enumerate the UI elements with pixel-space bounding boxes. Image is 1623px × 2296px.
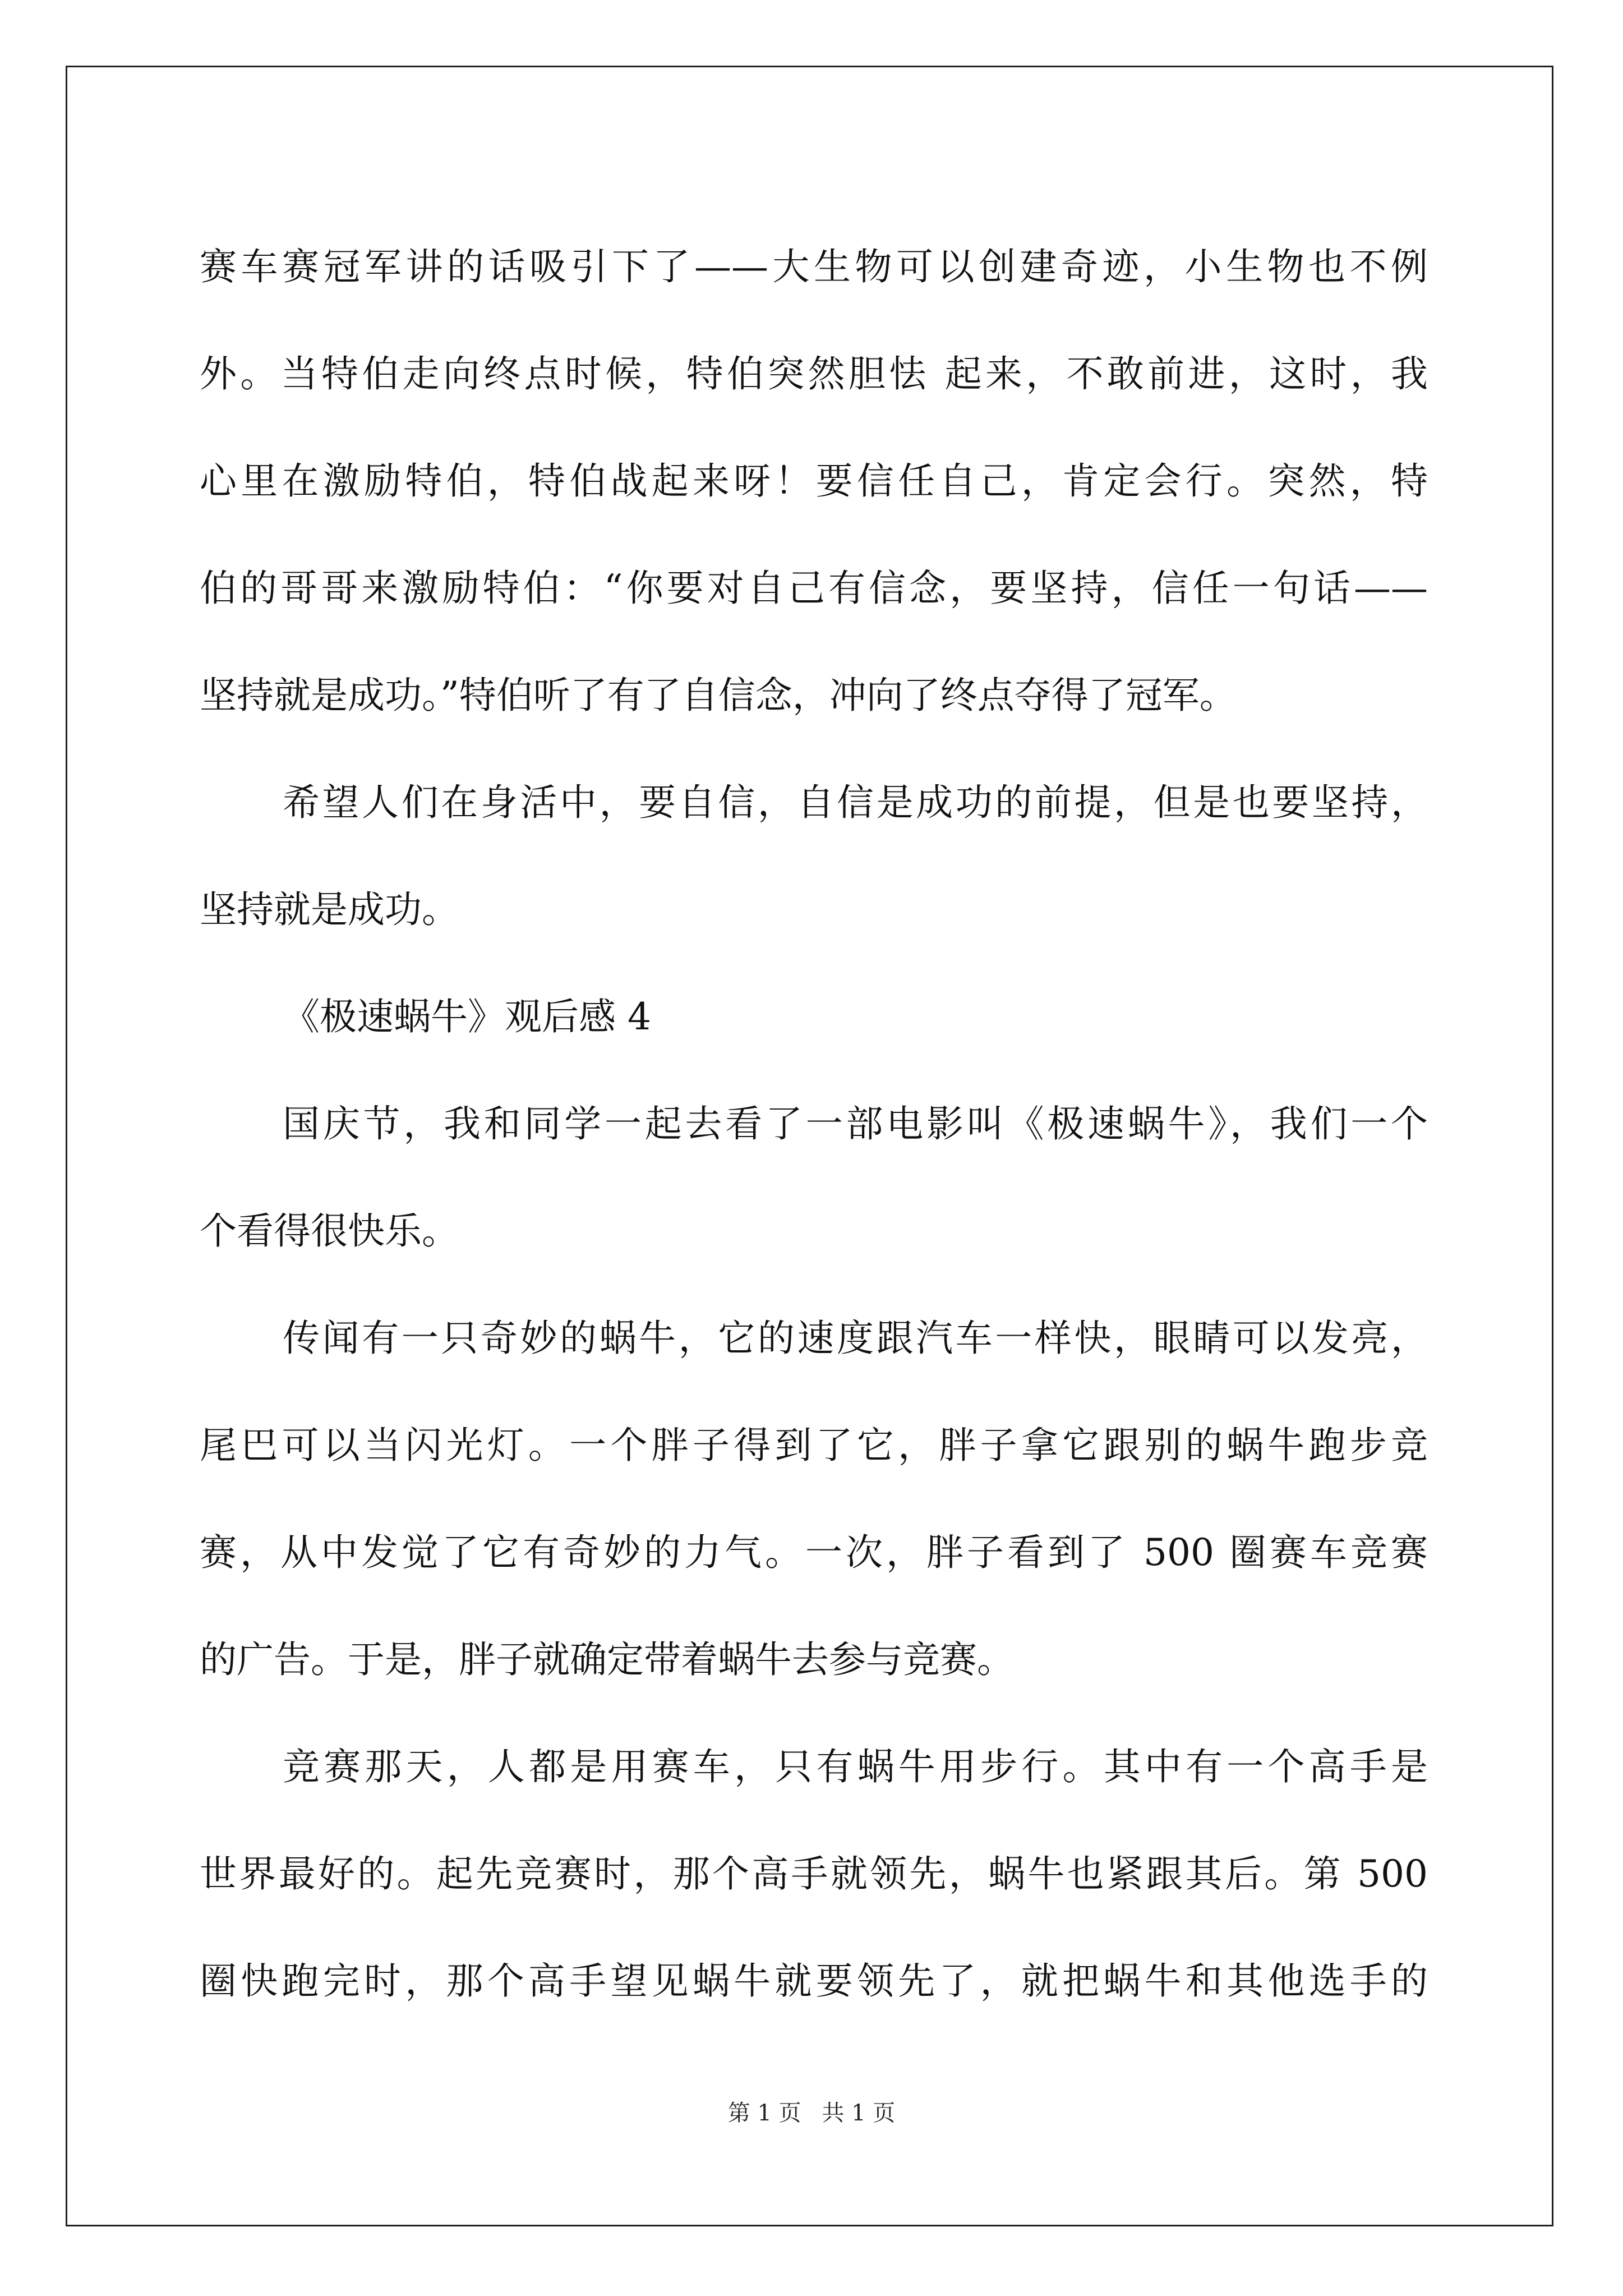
text-line: 尾巴可以当闪光灯。一个胖子得到了它，胖子拿它跟别的蜗牛跑步竞 xyxy=(200,1424,1428,1467)
text-line: 传闻有一只奇妙的蜗牛，它的速度跟汽车一样快，眼睛可以发亮， xyxy=(283,1317,1428,1360)
page-number: 第 1 页 xyxy=(727,2100,801,2126)
text-line: 希望人们在身活中，要自信，自信是成功的前提，但是也要坚持， xyxy=(283,781,1428,824)
text-line: 赛车赛冠军讲的话吸引下了——大生物可以创建奇迹，小生物也不例 xyxy=(200,245,1428,288)
text-line: 外。当特伯走向终点时候，特伯突然胆怯 起来，不敢前进，这时，我 xyxy=(200,352,1428,395)
text-line: 圈快跑完时，那个高手望见蜗牛就要领先了，就把蜗牛和其他选手的 xyxy=(200,1959,1428,2003)
text-line: 国庆节，我和同学一起去看了一部电影叫《极速蜗牛》，我们一个 xyxy=(283,1102,1428,1145)
text-line: 个看得很快乐。 xyxy=(200,1209,459,1253)
text-line: 的广告。于是，胖子就确定带着蜗牛去参与竞赛。 xyxy=(200,1638,1014,1681)
text-line: 伯的哥哥来激励特伯：“你要对自己有信念，要坚持，信任一句话—— xyxy=(200,567,1428,610)
page-total: 共 1 页 xyxy=(822,2100,896,2126)
text-line: 竞赛那天，人都是用赛车，只有蜗牛用步行。其中有一个高手是 xyxy=(283,1745,1428,1788)
text-line: 坚持就是成功。”特伯听了有了自信念，冲向了终点夺得了冠军。 xyxy=(200,674,1237,717)
section-heading: 《极速蜗牛》观后感 4 xyxy=(283,995,651,1038)
text-line: 赛，从中发觉了它有奇妙的力气。一次，胖子看到了 500 圈赛车竞赛 xyxy=(200,1531,1428,1574)
text-line: 坚持就是成功。 xyxy=(200,888,459,931)
text-line: 心里在激励特伯，特伯战起来呀！要信任自己，肯定会行。突然，特 xyxy=(200,459,1428,503)
text-line: 世界最好的。起先竞赛时，那个高手就领先，蜗牛也紧跟其后。第 500 xyxy=(200,1852,1428,1895)
document-body xyxy=(200,213,1428,2035)
page-footer xyxy=(0,2095,1623,2127)
